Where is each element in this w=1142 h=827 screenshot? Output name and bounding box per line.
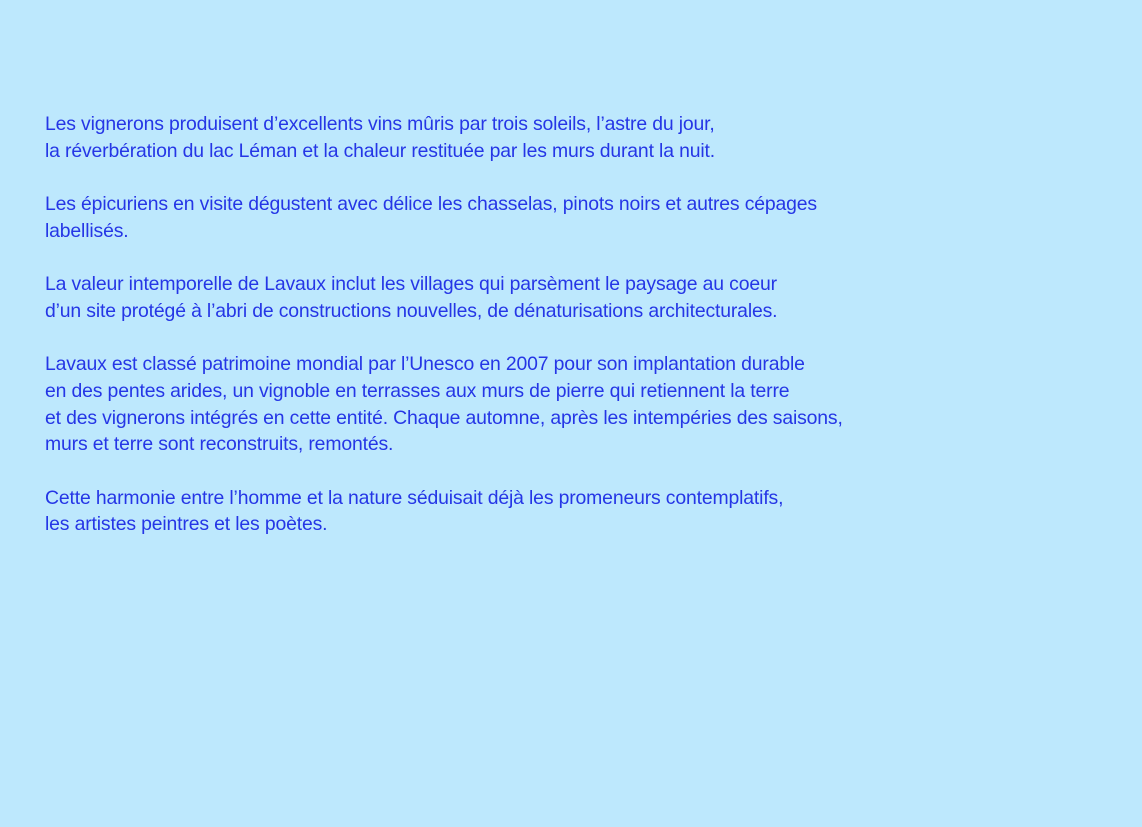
paragraph-epicureans	[45, 191, 1125, 244]
text-line: et des vignerons intégrés en cette entité. Chaque automne, après les intempéries des saisons,	[45, 406, 843, 429]
text-line: Les épicuriens en visite dégustent avec délice les chasselas, pinots noirs et autres cépages	[45, 193, 817, 216]
paragraph-unesco	[45, 351, 1125, 458]
text-line: la réverbération du lac Léman et la chaleur restituée par les murs durant la nuit.	[45, 139, 715, 162]
text-line: labellisés.	[45, 219, 129, 242]
text-line: Lavaux est classé patrimoine mondial par l’Unesco en 2007 pour son implantation durable	[45, 353, 805, 376]
text-line: Cette harmonie entre l’homme et la nature séduisait déjà les promeneurs contemplatifs,	[45, 486, 784, 509]
body-text	[45, 111, 1125, 565]
paragraph-harmony	[45, 485, 1125, 538]
text-line: murs et terre sont reconstruits, remontés.	[45, 433, 394, 456]
text-line: Les vignerons produisent d’excellents vins mûris par trois soleils, l’astre du jour,	[45, 113, 715, 135]
text-line: d’un site protégé à l’abri de constructions nouvelles, de dénaturisations architecturales.	[45, 299, 778, 322]
text-line: La valeur intemporelle de Lavaux inclut les villages qui parsèment le paysage au coeur	[45, 273, 777, 296]
paragraph-villages	[45, 271, 1125, 324]
paragraph-wine	[45, 111, 1125, 164]
text-line: les artistes peintres et les poètes.	[45, 513, 328, 536]
text-line: en des pentes arides, un vignoble en terrasses aux murs de pierre qui retiennent la terre	[45, 379, 790, 402]
